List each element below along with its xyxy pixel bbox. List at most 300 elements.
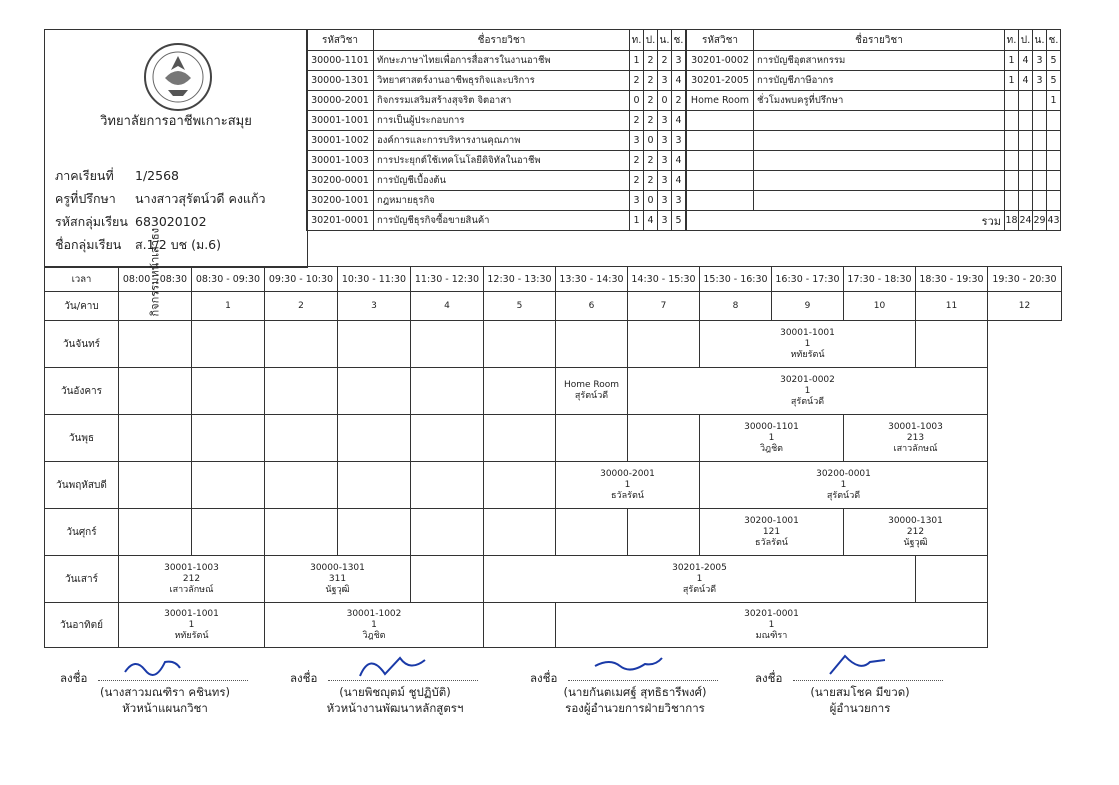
slot-teacher: หทัยรัตน์ xyxy=(174,630,209,641)
slot-code: 30200-1001 xyxy=(744,515,799,526)
slot-room: 1 xyxy=(371,619,377,630)
empty-cell xyxy=(1033,111,1047,131)
slot-code: 30000-1101 xyxy=(744,421,799,432)
slot-code: 30001-1001 xyxy=(780,327,835,338)
course-c: 4 xyxy=(672,151,686,171)
handwritten-signature xyxy=(350,652,430,680)
signature-label: ลงชื่อ xyxy=(530,671,558,685)
slot-teacher: วิฎชิต xyxy=(759,443,784,454)
time-slot: 10:30 - 11:30 xyxy=(338,267,411,292)
course-p: 4 xyxy=(1019,51,1033,71)
empty-cell xyxy=(687,151,754,171)
signer-name: (นายพิชญุตม์ ชูปฏิบัติ) xyxy=(339,685,451,699)
class-slot xyxy=(119,603,265,648)
time-slot: 17:30 - 18:30 xyxy=(844,267,916,292)
course-t: 3 xyxy=(630,191,644,211)
time-slot: 16:30 - 17:30 xyxy=(772,267,844,292)
slot-room: 1 xyxy=(840,479,847,490)
school-name: วิทยาลัยการอาชีพเกาะสมุย xyxy=(100,114,252,129)
period-number: 9 xyxy=(772,292,844,321)
course-name: องค์การและการบริหารงานคุณภาพ xyxy=(374,131,630,151)
empty-cell xyxy=(1005,191,1019,211)
advisor-value: นางสาวสุรัตน์วดี คงแก้ว xyxy=(135,191,266,206)
slot-teacher: สุรัตน์วดี xyxy=(790,396,825,407)
day-row xyxy=(45,368,1062,415)
course-t: 1 xyxy=(1005,51,1019,71)
semester-value: 1/2568 xyxy=(135,168,179,183)
course-t: 2 xyxy=(630,171,644,191)
course-c: 5 xyxy=(672,211,686,231)
empty-cell xyxy=(1005,151,1019,171)
course-c: 5 xyxy=(1047,51,1061,71)
empty-slot xyxy=(411,462,484,509)
class-slot xyxy=(700,462,988,509)
slot-room: 1 xyxy=(804,385,811,396)
course-c: 1 xyxy=(1047,91,1061,111)
class-slot xyxy=(484,556,916,603)
class-slot xyxy=(556,462,700,509)
course-row xyxy=(687,91,1061,111)
course-row xyxy=(307,51,686,71)
course-code: 30201-2005 xyxy=(687,71,754,91)
slot-room: 1 xyxy=(696,573,703,584)
course-code: 30001-1003 xyxy=(307,151,374,171)
semester-label: ภาคเรียนที่ xyxy=(55,168,114,183)
slot-room: 212 xyxy=(906,526,925,537)
empty-slot xyxy=(119,368,192,415)
flag-activity-text: กิจกรรมหน้าเสาธง xyxy=(148,227,162,316)
slot-room: 1 xyxy=(768,432,775,443)
signer-position: ผู้อำนวยการ xyxy=(829,701,891,715)
empty-slot xyxy=(265,415,338,462)
day-label: วันจันทร์ xyxy=(45,321,119,368)
time-label: เวลา xyxy=(45,267,119,292)
course-c: 2 xyxy=(672,91,686,111)
period-label: วัน/คาบ xyxy=(45,292,119,321)
group-name-value: ส.1/2 บช (ม.6) xyxy=(135,237,222,252)
empty-cell xyxy=(1005,131,1019,151)
course-code: 30200-1001 xyxy=(307,191,374,211)
day-label: วันศุกร์ xyxy=(45,509,119,556)
course-p: 4 xyxy=(644,211,658,231)
advisor-label: ครูที่ปรึกษา xyxy=(55,191,116,206)
empty-slot xyxy=(338,415,411,462)
signature-block xyxy=(755,662,965,716)
time-slot: 15:30 - 16:30 xyxy=(700,267,772,292)
course-row xyxy=(307,211,686,231)
slot-room: 1 xyxy=(624,479,631,490)
signature-label: ลงชื่อ xyxy=(60,671,88,685)
slot-code: 30201-0001 xyxy=(744,608,799,619)
course-t: 0 xyxy=(630,91,644,111)
period-number: 10 xyxy=(844,292,916,321)
course-n: 3 xyxy=(658,211,672,231)
signature-block xyxy=(290,662,500,716)
class-slot xyxy=(844,415,988,462)
empty-slot xyxy=(192,321,265,368)
course-name: การบัญชีธุรกิจซื้อขายสินค้า xyxy=(374,211,630,231)
time-slot: 13:30 - 14:30 xyxy=(556,267,628,292)
course-p: 4 xyxy=(1019,71,1033,91)
total-p: 24 xyxy=(1019,211,1033,231)
empty-cell xyxy=(687,191,754,211)
slot-teacher: ธวัลรัตน์ xyxy=(755,537,788,548)
course-code: Home Room xyxy=(687,91,754,111)
slot-code: 30001-1002 xyxy=(346,608,402,619)
period-number: 1 xyxy=(192,292,265,321)
empty-slot xyxy=(265,462,338,509)
empty-slot xyxy=(338,321,411,368)
col-c-right: ช. xyxy=(1047,30,1061,51)
col-c: ช. xyxy=(672,30,686,51)
class-info xyxy=(44,160,308,268)
slot-teacher: สุรัตน์วดี xyxy=(682,584,717,595)
course-code: 30000-2001 xyxy=(307,91,374,111)
empty-cell xyxy=(1047,131,1061,151)
signature-label: ลงชื่อ xyxy=(290,671,318,685)
course-row-empty xyxy=(687,111,1061,131)
time-slot: 19:30 - 20:30 xyxy=(988,267,1062,292)
time-slot: 14:30 - 15:30 xyxy=(628,267,700,292)
signer-name: (นายกันตเมศฐ์ สุทธิธารีพงศ์) xyxy=(563,685,707,699)
course-name: การบัญชีเบื้องต้น xyxy=(374,171,630,191)
course-code: 30000-1101 xyxy=(307,51,374,71)
course-code: 30001-1001 xyxy=(307,111,374,131)
slot-teacher: ธวัลรัตน์ xyxy=(611,490,644,501)
group-name-label: ชื่อกลุ่มเรียน xyxy=(55,237,122,252)
course-row xyxy=(307,191,686,211)
empty-cell xyxy=(1033,151,1047,171)
day-label: วันเสาร์ xyxy=(45,556,119,603)
empty-slot xyxy=(265,321,338,368)
empty-cell xyxy=(1019,151,1033,171)
slot-teacher: หทัยรัตน์ xyxy=(790,349,825,360)
slot-code: 30201-0002 xyxy=(780,374,835,385)
col-name: ชื่อรายวิชา xyxy=(374,30,630,51)
course-code: 30000-1301 xyxy=(307,71,374,91)
class-slot xyxy=(700,415,844,462)
totals-row xyxy=(687,211,1061,231)
slot-teacher: สุรัตน์วดี xyxy=(574,391,609,401)
slot-teacher: นัฐวุฒิ xyxy=(903,537,928,548)
course-c: 3 xyxy=(672,51,686,71)
empty-slot xyxy=(119,321,192,368)
empty-slot xyxy=(192,509,265,556)
day-label: วันพุธ xyxy=(45,415,119,462)
signer-position: หัวหน้าแผนกวิชา xyxy=(122,701,208,715)
empty-slot xyxy=(628,415,700,462)
course-row-empty xyxy=(687,191,1061,211)
course-n: 3 xyxy=(658,111,672,131)
empty-slot xyxy=(556,415,628,462)
slot-teacher: สุรัตน์วดี xyxy=(826,490,861,501)
col-name-right: ชื่อรายวิชา xyxy=(754,30,1005,51)
empty-cell xyxy=(1019,131,1033,151)
day-row xyxy=(45,321,1062,368)
empty-cell xyxy=(754,171,1005,191)
course-p: 2 xyxy=(644,51,658,71)
col-t: ท. xyxy=(630,30,644,51)
course-p xyxy=(1019,91,1033,111)
empty-slot xyxy=(411,368,484,415)
empty-slot xyxy=(628,321,700,368)
empty-slot xyxy=(484,415,556,462)
empty-slot xyxy=(119,415,192,462)
course-t xyxy=(1005,91,1019,111)
empty-slot xyxy=(265,509,338,556)
empty-slot xyxy=(916,321,988,368)
empty-cell xyxy=(1033,191,1047,211)
time-slot: 12:30 - 13:30 xyxy=(484,267,556,292)
day-row xyxy=(45,462,1062,509)
course-t: 1 xyxy=(1005,71,1019,91)
day-row xyxy=(45,509,1062,556)
course-c: 4 xyxy=(672,71,686,91)
course-c: 5 xyxy=(1047,71,1061,91)
period-number: 5 xyxy=(484,292,556,321)
empty-cell xyxy=(1005,111,1019,131)
course-p: 2 xyxy=(644,111,658,131)
course-row xyxy=(307,71,686,91)
empty-slot xyxy=(484,603,556,648)
empty-cell xyxy=(1047,171,1061,191)
empty-slot xyxy=(119,462,192,509)
slot-code: Home Room xyxy=(563,380,620,390)
course-p: 0 xyxy=(644,191,658,211)
empty-cell xyxy=(1033,171,1047,191)
slot-code: 30000-1301 xyxy=(310,562,365,573)
slot-room: 212 xyxy=(182,573,201,584)
empty-cell xyxy=(687,111,754,131)
slot-teacher: เสาวลักษณ์ xyxy=(169,584,214,595)
empty-slot xyxy=(411,509,484,556)
course-name: ทักษะภาษาไทยเพื่อการสื่อสารในงานอาชีพ xyxy=(374,51,630,71)
empty-cell xyxy=(687,131,754,151)
empty-slot xyxy=(484,509,556,556)
course-name: กฎหมายธุรกิจ xyxy=(374,191,630,211)
school-block xyxy=(44,29,308,162)
course-c: 3 xyxy=(672,131,686,151)
handwritten-signature xyxy=(815,652,895,680)
course-n: 2 xyxy=(658,51,672,71)
empty-slot xyxy=(338,509,411,556)
slot-code: 30000-2001 xyxy=(600,468,655,479)
empty-cell xyxy=(754,131,1005,151)
course-p: 2 xyxy=(644,151,658,171)
course-code: 30201-0002 xyxy=(687,51,754,71)
course-row xyxy=(687,71,1061,91)
empty-slot xyxy=(556,321,628,368)
slot-teacher: นัฐวุฒิ xyxy=(325,584,350,595)
course-row-empty xyxy=(687,131,1061,151)
course-name: กิจกรรมเสริมสร้างสุจริต จิตอาสา xyxy=(374,91,630,111)
course-code: 30001-1002 xyxy=(307,131,374,151)
total-c: 43 xyxy=(1047,211,1061,231)
period-number: 8 xyxy=(700,292,772,321)
totals-label: รวม xyxy=(687,211,1005,231)
empty-slot xyxy=(411,556,484,603)
day-label: วันอังคาร xyxy=(45,368,119,415)
course-row xyxy=(307,131,686,151)
col-n: น. xyxy=(658,30,672,51)
group-code-label: รหัสกลุ่มเรียน xyxy=(55,214,128,229)
slot-teacher: วิฎชิต xyxy=(362,630,386,641)
slot-code: 30201-2005 xyxy=(672,562,727,573)
course-c: 4 xyxy=(672,111,686,131)
course-name: การบัญชีภาษีอากร xyxy=(754,71,1005,91)
class-slot xyxy=(556,368,628,415)
period-number: 4 xyxy=(411,292,484,321)
empty-cell xyxy=(1033,131,1047,151)
empty-slot xyxy=(338,368,411,415)
empty-slot xyxy=(484,321,556,368)
day-row xyxy=(45,415,1062,462)
course-p: 2 xyxy=(644,71,658,91)
slot-code: 30000-1301 xyxy=(888,515,943,526)
empty-slot xyxy=(265,368,338,415)
empty-slot xyxy=(411,321,484,368)
slot-room: 1 xyxy=(768,619,775,630)
handwritten-signature xyxy=(590,652,670,680)
col-p: ป. xyxy=(644,30,658,51)
empty-slot xyxy=(338,462,411,509)
time-slot: 08:30 - 09:30 xyxy=(192,267,265,292)
slot-room: 1 xyxy=(804,338,811,349)
empty-slot xyxy=(119,509,192,556)
slot-code: 30200-0001 xyxy=(816,468,871,479)
empty-cell xyxy=(1005,171,1019,191)
time-slot: 08:00 - 08:30 xyxy=(119,267,192,292)
course-n: 3 xyxy=(1033,51,1047,71)
slot-room: 121 xyxy=(762,526,781,537)
courses-table-left xyxy=(306,29,686,231)
course-name: วิทยาศาสตร์งานอาชีพธุรกิจและบริการ xyxy=(374,71,630,91)
slot-code: 30001-1003 xyxy=(164,562,219,573)
col-t-right: ท. xyxy=(1005,30,1019,51)
slot-code: 30001-1001 xyxy=(164,608,219,619)
day-label: วันอาทิตย์ xyxy=(45,603,119,648)
group-code-value: 683020102 xyxy=(135,214,207,229)
class-slot xyxy=(265,556,411,603)
course-n: 3 xyxy=(1033,71,1047,91)
course-t: 1 xyxy=(630,51,644,71)
course-name: ชั่วโมงพบครูที่ปรึกษา xyxy=(754,91,1005,111)
empty-cell xyxy=(1047,151,1061,171)
col-p-right: ป. xyxy=(1019,30,1033,51)
empty-slot xyxy=(192,368,265,415)
course-row-empty xyxy=(687,151,1061,171)
empty-cell xyxy=(754,191,1005,211)
day-row xyxy=(45,603,1062,648)
course-n: 0 xyxy=(658,91,672,111)
day-row xyxy=(45,556,1062,603)
courses-table-right xyxy=(686,29,1061,231)
signer-name: (นายสมโชค มีขวด) xyxy=(810,685,910,699)
course-t: 2 xyxy=(630,151,644,171)
time-slot: 09:30 - 10:30 xyxy=(265,267,338,292)
course-name: การเป็นผู้ประกอบการ xyxy=(374,111,630,131)
course-t: 1 xyxy=(630,211,644,231)
empty-cell xyxy=(687,171,754,191)
course-code: 30200-0001 xyxy=(307,171,374,191)
empty-cell xyxy=(1019,111,1033,131)
period-number: 11 xyxy=(916,292,988,321)
empty-cell xyxy=(1019,171,1033,191)
signature-block xyxy=(60,662,270,716)
class-slot xyxy=(844,509,988,556)
course-t: 3 xyxy=(630,131,644,151)
course-n: 3 xyxy=(658,171,672,191)
course-t: 2 xyxy=(630,111,644,131)
signature-area xyxy=(60,662,1060,742)
course-name: การบัญชีอุตสาหกรรม xyxy=(754,51,1005,71)
day-label: วันพฤหัสบดี xyxy=(45,462,119,509)
course-n xyxy=(1033,91,1047,111)
period-number: 7 xyxy=(628,292,700,321)
empty-slot xyxy=(192,462,265,509)
time-slot: 18:30 - 19:30 xyxy=(916,267,988,292)
course-row xyxy=(307,151,686,171)
class-slot xyxy=(119,556,265,603)
time-slot: 11:30 - 12:30 xyxy=(411,267,484,292)
period-number: 6 xyxy=(556,292,628,321)
class-slot xyxy=(700,509,844,556)
course-row-empty xyxy=(687,171,1061,191)
empty-slot xyxy=(628,509,700,556)
period-number: 3 xyxy=(338,292,411,321)
course-row xyxy=(307,91,686,111)
empty-cell xyxy=(1019,191,1033,211)
course-code: 30201-0001 xyxy=(307,211,374,231)
empty-slot xyxy=(192,415,265,462)
slot-code: 30001-1003 xyxy=(888,421,943,432)
empty-slot xyxy=(916,556,988,603)
course-n: 3 xyxy=(658,71,672,91)
empty-slot xyxy=(556,509,628,556)
course-n: 3 xyxy=(658,131,672,151)
course-name: การประยุกต์ใช้เทคโนโลยีดิจิทัลในอาชีพ xyxy=(374,151,630,171)
signer-name: (นางสาวมณฑิรา คชินทร) xyxy=(99,685,231,699)
col-code-right: รหัสวิชา xyxy=(687,30,754,51)
course-p: 2 xyxy=(644,91,658,111)
signer-position: รองผู้อำนวยการฝ่ายวิชาการ xyxy=(565,701,705,715)
total-n: 29 xyxy=(1033,211,1047,231)
class-slot xyxy=(700,321,916,368)
empty-slot xyxy=(484,368,556,415)
period-number: 12 xyxy=(988,292,1062,321)
col-n-right: น. xyxy=(1033,30,1047,51)
class-slot xyxy=(265,603,484,648)
slot-room: 311 xyxy=(328,573,347,584)
class-slot xyxy=(556,603,988,648)
period-number: 2 xyxy=(265,292,338,321)
slot-room: 213 xyxy=(906,432,925,443)
course-c: 4 xyxy=(672,171,686,191)
signature-label: ลงชื่อ xyxy=(755,671,783,685)
course-p: 0 xyxy=(644,131,658,151)
total-t: 18 xyxy=(1005,211,1019,231)
course-t: 2 xyxy=(630,71,644,91)
slot-room: 1 xyxy=(188,619,195,630)
slot-teacher: มณฑิรา xyxy=(755,630,788,641)
handwritten-signature xyxy=(120,652,200,680)
slot-teacher: เสาวลักษณ์ xyxy=(893,443,938,454)
col-code: รหัสวิชา xyxy=(307,30,374,51)
course-row xyxy=(307,111,686,131)
empty-slot xyxy=(411,415,484,462)
empty-cell xyxy=(1047,191,1061,211)
course-n: 3 xyxy=(658,151,672,171)
